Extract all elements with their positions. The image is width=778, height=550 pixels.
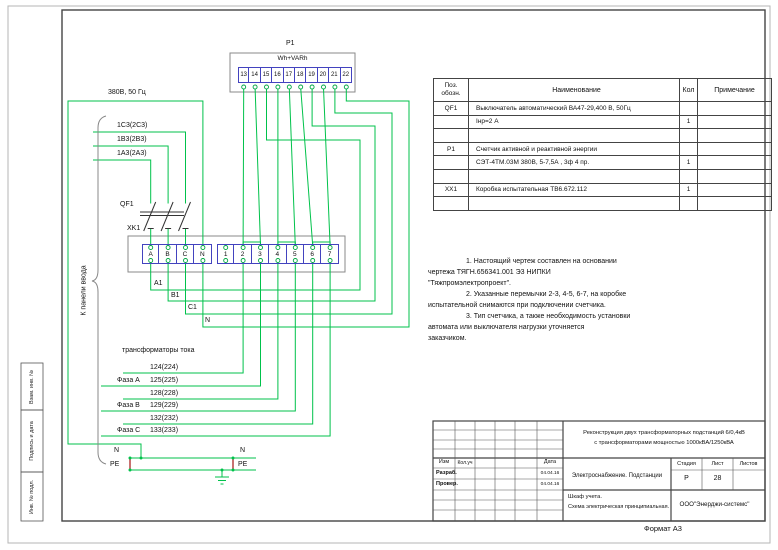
titleblock-doc-name: Электроснабжение. Подстанции [571, 473, 663, 479]
pe-label-left: PE [110, 461, 120, 468]
ct-phase-label: Фаза А [117, 377, 140, 384]
titleblock-col-koluch: Кол.уч [457, 459, 473, 466]
voltage-wire-label: C1 [188, 304, 197, 311]
n-label-left: N [114, 447, 120, 454]
supply-label: 380В, 50 Гц [108, 89, 146, 96]
titleblock-object-line2: Схема электрическая принципиальная. [568, 504, 670, 510]
parts-header-note: Примечание [698, 79, 772, 102]
titleblock-stage-value: Р [684, 475, 689, 482]
test-box-letter-strip [142, 244, 212, 264]
titleblock-col-izm: Изм [438, 459, 450, 465]
titleblock-project-line1: Реконструкция двух трансформаторных подстанций 6/0,4кВ [583, 430, 745, 436]
meter-label: P1 [286, 40, 295, 47]
parts-name-cell: Счетчик активной и реактивной энергии [469, 142, 680, 156]
voltage-wire-label: N [205, 317, 211, 324]
ct-wire-label: 129(229) [150, 402, 179, 409]
testbox-letter-cell: N [194, 244, 211, 264]
meter-terminal-cell: 20 [318, 67, 329, 83]
note-line: заказчиком. [428, 335, 467, 342]
stamp-inv-podl: Инв. № подл. [29, 479, 36, 514]
note-line: чертежа ТЯГН.656341.001 Э3 НИПКИ [428, 269, 551, 276]
meter-terminal-cell: 15 [261, 67, 272, 83]
parts-pos-cell [434, 169, 469, 183]
feeder-panel-label: К панели ввода [80, 264, 88, 316]
ct-wire-label: 124(224) [150, 364, 179, 371]
titleblock-sheet-value: 28 [713, 475, 722, 482]
ct-wire-label: 128(228) [150, 390, 179, 397]
parts-table-row [434, 183, 772, 197]
meter-type-label: Wh+VARh [277, 55, 308, 62]
parts-table-row [434, 142, 772, 156]
meter-terminal-cell: 13 [238, 67, 249, 83]
parts-qty-cell [680, 129, 698, 143]
meter-terminal-strip [238, 67, 352, 83]
parts-header-pos: Поз. обозн. [434, 79, 469, 102]
parts-name-cell [469, 197, 680, 211]
parts-pos-cell [434, 115, 469, 129]
parts-table-row [434, 156, 772, 170]
testbox-number-cell: 4 [269, 244, 286, 264]
titleblock-row-prover: Провер. [436, 481, 458, 487]
voltage-wire-label: B1 [171, 292, 180, 299]
testbox-letter-cell: C [177, 244, 194, 264]
meter-terminal-cell: 19 [306, 67, 317, 83]
parts-pos-cell: QF1 [434, 102, 469, 116]
parts-table-row [434, 129, 772, 143]
parts-name-cell: СЭТ-4ТМ.03М 380В, 5-7,5А , 3ф 4 пр. [469, 156, 680, 170]
parts-table-row [434, 169, 772, 183]
parts-table [433, 78, 772, 211]
titleblock-stage-label: Стадия [677, 461, 696, 467]
parts-header-name: Наименование [469, 79, 680, 102]
phase-wire-label-b: 1В3(2В3) [117, 136, 147, 143]
parts-qty-cell: 1 [680, 115, 698, 129]
parts-pos-cell: XX1 [434, 183, 469, 197]
testbox-number-cell: 1 [217, 244, 234, 264]
parts-note-cell [698, 129, 772, 143]
testbox-number-cell: 6 [304, 244, 321, 264]
titleblock-sheets-label: Листов [739, 461, 758, 467]
titleblock-object-line1: Шкаф учета. [568, 494, 602, 500]
parts-qty-cell: 1 [680, 156, 698, 170]
phase-wire-label-c: 1С3(2С3) [117, 122, 148, 129]
meter-terminal-cell: 18 [295, 67, 306, 83]
parts-name-cell: Iнр=2 А [469, 115, 680, 129]
parts-table-row [434, 115, 772, 129]
parts-note-cell [698, 142, 772, 156]
parts-qty-cell [680, 142, 698, 156]
stamp-podpis-data: Подпись и дата [29, 421, 35, 461]
phase-wire-label-a: 1А3(2А3) [117, 150, 147, 157]
parts-note-cell [698, 197, 772, 211]
meter-terminal-cell: 14 [249, 67, 260, 83]
testbox-number-cell: 3 [252, 244, 269, 264]
junction-dots [129, 457, 235, 472]
ground-icon [215, 470, 229, 484]
note-line: 3. Тип счетчика, а также необходимость установки [466, 313, 631, 320]
note-line: автомата или выключателя нагрузки уточняется [428, 324, 585, 331]
note-line: испытательной снимаются при подключении счетчика. [428, 302, 606, 309]
parts-pos-cell [434, 156, 469, 170]
parts-qty-cell [680, 169, 698, 183]
parts-name-cell: Выключатель автоматический ВА47-29,400 В, 50Гц [469, 102, 680, 116]
note-line: 2. Указанные перемычки 2-3, 4-5, 6-7, на коробке [466, 291, 627, 298]
parts-name-cell: Коробка испытательная ТВ6.672.112 [469, 183, 680, 197]
ct-phase-label: Фаза С [117, 427, 141, 434]
testbox-number-cell: 7 [321, 244, 338, 264]
meter-terminal-cell: 16 [272, 67, 283, 83]
breaker-icon [140, 202, 191, 231]
format-label: Формат А3 [644, 524, 682, 533]
parts-note-cell [698, 169, 772, 183]
titleblock-project-line2: с трансформаторами мощностью 1000кВА/1250кВА [594, 440, 734, 446]
meter-terminal-cell: 17 [284, 67, 295, 83]
parts-note-cell [698, 115, 772, 129]
testbox-number-cell: 2 [234, 244, 251, 264]
parts-pos-cell [434, 129, 469, 143]
ct-wire-label: 132(232) [150, 415, 179, 422]
parts-note-cell [698, 183, 772, 197]
test-box-label: XK1 [127, 225, 141, 232]
ct-wire-label: 133(233) [150, 427, 179, 434]
parts-pos-cell [434, 197, 469, 211]
note-line: "Тяжпромэлектропроект". [428, 280, 512, 287]
ct-phase-label: Фаза В [117, 402, 140, 409]
parts-note-cell [698, 156, 772, 170]
meter-terminal-cell: 21 [329, 67, 340, 83]
titleblock-row-razrab: Разраб. [436, 470, 457, 476]
n-label-right: N [240, 447, 246, 454]
testbox-letter-cell: A [142, 244, 159, 264]
npe-jumpers [130, 458, 233, 470]
parts-note-cell [698, 102, 772, 116]
ct-section-title: трансформаторы тока [122, 347, 195, 354]
parts-header-qty: Кол [680, 79, 698, 102]
titleblock-date-2: 04.04.16 [540, 481, 560, 487]
notes-block [428, 256, 768, 344]
pe-label-right: PE [238, 461, 248, 468]
parts-qty-cell [680, 197, 698, 211]
note-line: 1. Настоящий чертеж составлен на основании [466, 258, 617, 265]
parts-table-row [434, 197, 772, 211]
test-box-number-strip [217, 244, 339, 264]
titleblock-sheet-label: Лист [711, 461, 724, 467]
titleblock-company: ООО"Энерджи-системс" [679, 501, 750, 508]
meter-terminal-cell: 22 [341, 67, 352, 83]
parts-qty-cell [680, 102, 698, 116]
titleblock-date-1: 04.04.16 [540, 470, 560, 476]
wires [68, 88, 409, 484]
voltage-wire-label: A1 [154, 280, 163, 287]
testbox-number-cell: 5 [287, 244, 304, 264]
parts-table-row [434, 102, 772, 116]
ct-wire-label: 125(225) [150, 377, 179, 384]
parts-qty-cell: 1 [680, 183, 698, 197]
parts-pos-cell: P1 [434, 142, 469, 156]
parts-name-cell [469, 169, 680, 183]
parts-name-cell [469, 129, 680, 143]
titleblock-col-data: Дата [543, 459, 557, 465]
breaker-label: QF1 [120, 201, 134, 208]
testbox-letter-cell: B [159, 244, 176, 264]
stamp-vzam-inv: Взам. инв. № [29, 369, 36, 404]
